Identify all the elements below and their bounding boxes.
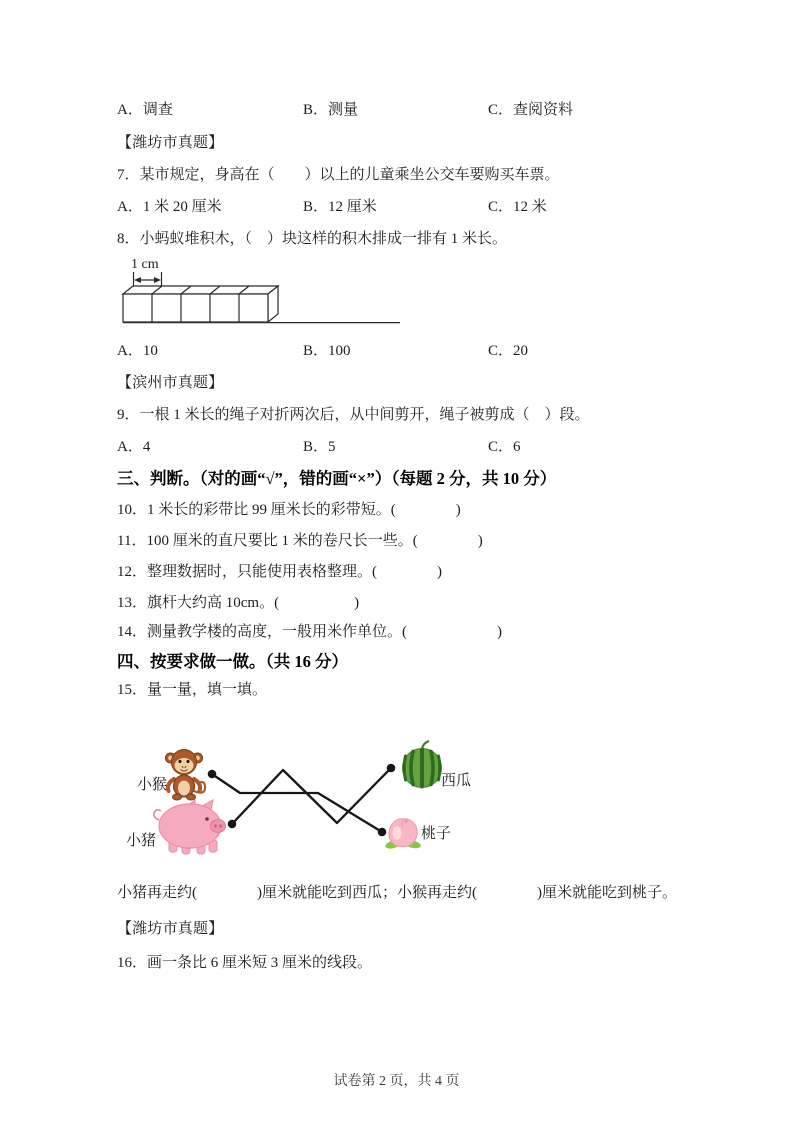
- judge-item-14: 14．测量教学楼的高度，一般用米作单位。( ): [117, 624, 502, 640]
- question-8-stem: 8．小蚂蚁堆积木，（ ）块这样的积木排成一排有 1 米长。: [117, 231, 508, 247]
- pig-illustration: [154, 800, 226, 854]
- cube-row-figure: [117, 254, 417, 330]
- cube-dimension-label: 1 cm: [131, 257, 159, 272]
- monkey-endpoint-dot: [208, 770, 217, 779]
- monkey-illustration: [166, 750, 206, 801]
- pig-eye: [205, 817, 209, 821]
- dimension-arrow: [134, 272, 162, 287]
- option-a: A．调查: [117, 102, 173, 118]
- section-4-heading: 四、按要求做一做。（共 16 分）: [117, 652, 348, 671]
- monkey-eye: [186, 760, 189, 763]
- option-b: B．100: [303, 343, 351, 359]
- option-a: A．4: [117, 439, 151, 455]
- options-row-q9: [117, 438, 521, 456]
- option-c: C．查阅资料: [488, 102, 574, 118]
- peach-illustration: [384, 819, 421, 851]
- page-footer: 试卷第 2 页，共 4 页: [333, 1074, 460, 1089]
- option-b: B．12 厘米: [303, 199, 377, 215]
- pig-endpoint-dot: [228, 820, 237, 829]
- question-16-stem: 16．画一条比 6 厘米短 3 厘米的线段。: [117, 955, 373, 971]
- source-tag-weifang-1: 【潍坊市真题】: [117, 135, 224, 151]
- option-c: C．12 米: [488, 199, 547, 215]
- cubes: [123, 286, 278, 322]
- question-7-stem: 7．某市规定，身高在（ ）以上的儿童乘坐公交车要购买车票。: [117, 167, 560, 183]
- option-a: A．10: [117, 343, 158, 359]
- options-row-q7: [117, 198, 547, 216]
- judge-item-13: 13．旗杆大约高 10cm。( ): [117, 595, 360, 611]
- judge-item-12: 12．整理数据时，只能使用表格整理。( ): [117, 564, 442, 580]
- section-3-heading: 三、判断。（对的画“√”，错的画“×”）（每题 2 分，共 10 分）: [117, 469, 557, 488]
- question-15-stem: 15．量一量，填一填。: [117, 682, 268, 698]
- option-c: C．20: [488, 343, 529, 359]
- source-tag-weifang-2: 【潍坊市真题】: [117, 921, 224, 937]
- option-b: B．测量: [303, 102, 359, 118]
- source-tag-binzhou: 【滨州市真题】: [117, 375, 224, 391]
- question-15-answer-line: 小猪再走约( )厘米就能吃到西瓜；小猴再走约( )厘米就能吃到桃子。: [117, 885, 677, 901]
- judge-item-10: 10．1 米长的彩带比 99 厘米长的彩带短。( ): [117, 502, 461, 518]
- option-b: B．5: [303, 439, 336, 455]
- watermelon-illustration: [403, 741, 442, 788]
- watermelon-endpoint-dot: [387, 764, 396, 773]
- pig-label: 小猪: [126, 833, 157, 849]
- pig-to-watermelon-path: [232, 768, 391, 824]
- pig-tail: [154, 810, 161, 820]
- question-9-stem: 9．一根 1 米长的绳子对折两次后，从中间剪开，绳子被剪成（ ）段。: [117, 407, 590, 423]
- peach-endpoint-dot: [378, 828, 387, 837]
- options-row-prev: [117, 101, 573, 119]
- monkey-label: 小猴: [137, 777, 168, 793]
- peach-label: 桃子: [421, 826, 452, 842]
- pig-snout: [211, 820, 226, 833]
- option-a: A．1 米 20 厘米: [117, 199, 222, 215]
- options-row-q8: [117, 342, 528, 360]
- judge-item-11: 11．100 厘米的直尺要比 1 米的卷尺长一些。( ): [117, 533, 483, 549]
- option-c: C．6: [488, 439, 521, 455]
- measure-match-figure: [117, 724, 487, 876]
- monkey-eye: [178, 760, 181, 763]
- watermelon-label: 西瓜: [441, 773, 472, 789]
